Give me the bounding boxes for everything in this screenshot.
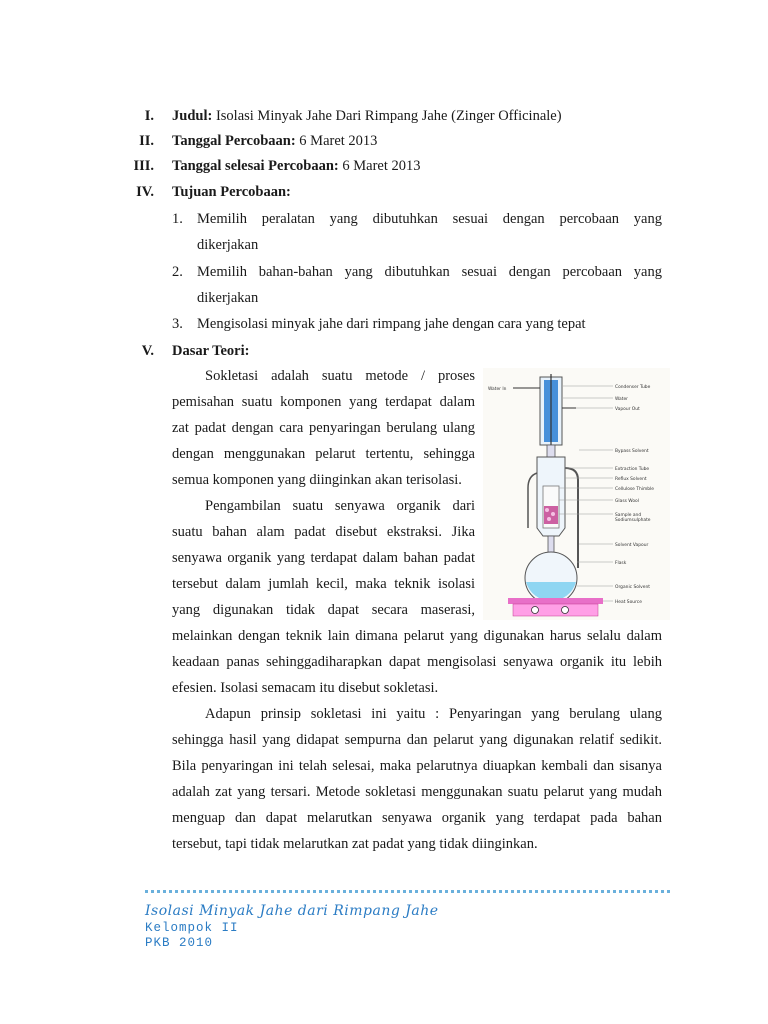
text-line: keadaan panas sehinggadiharapkan dapat mengisolasi senyawa organik itu lebih (172, 654, 662, 670)
svg-text:Organic Solvent: Organic Solvent (615, 585, 650, 590)
footer-program: PKB 2010 (145, 936, 214, 950)
footer-divider (145, 890, 670, 893)
section-2 (139, 132, 378, 150)
section-number: IV. (136, 184, 154, 200)
section-4 (136, 183, 291, 201)
section-label: Tanggal Percobaan: (172, 133, 296, 149)
text-line: dengan menggunakan pelarut tertentu, sehingga (172, 446, 475, 462)
theory-paragraph-3 (172, 701, 662, 857)
soxhlet-apparatus-figure (483, 368, 670, 620)
section-label: Dasar Teori: (172, 343, 250, 359)
theory-paragraph-wide (172, 623, 662, 701)
text-line: Pengambilan suatu senyawa organik dari (205, 498, 475, 514)
footer-group: Kelompok II (145, 921, 239, 935)
soxhlet-diagram (483, 368, 670, 620)
section-5 (141, 342, 250, 360)
text-line: menguap dan dapat melarutkan senyawa organik yang terdapat pada bahan (172, 810, 662, 826)
section-value: 6 Maret 2013 (338, 158, 421, 174)
text-line: pemisahan suatu komponen yang terdapat dalam (172, 394, 475, 410)
svg-text:Vapour Out: Vapour Out (615, 407, 640, 412)
objective-text-cont: dikerjakan (197, 290, 259, 306)
svg-text:Heat Source: Heat Source (615, 600, 642, 605)
section-1 (144, 107, 562, 125)
section-value: Isolasi Minyak Jahe Dari Rimpang Jahe (Zinger Officinale) (212, 108, 562, 124)
section-label: Tujuan Percobaan: (172, 184, 291, 200)
footer-title: Isolasi Minyak Jahe dari Rimpang Jahe (145, 903, 439, 919)
section-number: V. (141, 343, 154, 359)
section-number: III. (133, 158, 154, 174)
svg-text:Sample and: Sample and (615, 513, 642, 518)
text-line: efesien. Isolasi semacam itu disebut sokletasi. (172, 680, 439, 696)
objective-text: Memilih bahan-bahan yang dibutuhkan sesuai dengan percobaan yang (197, 264, 662, 280)
svg-text:Condenser Tube: Condenser Tube (615, 385, 651, 390)
section-number: II. (139, 133, 154, 149)
svg-text:Glass Wool: Glass Wool (615, 499, 639, 504)
svg-text:Water: Water (615, 397, 628, 402)
text-line: sehingga hasil yang didapat sempurna dan pelarut yang digunakan relatif sedikit. (172, 732, 662, 748)
text-line: adalah zat yang tersari. Metode sokletasi menggunakan suatu pelarut yang mudah (172, 784, 662, 800)
svg-text:Bypass Solvent: Bypass Solvent (615, 449, 649, 454)
section-value: 6 Maret 2013 (295, 133, 378, 149)
text-line: yang digunakan tidak dapat secara maserasi, (172, 602, 475, 618)
objective-number: 3. (172, 316, 183, 332)
text-line: tersebut dalam jumlah kecil, maka teknik isolasi (172, 576, 475, 592)
text-line: Bila penyaringan ini telah selesai, maka pelarutnya diuapkan kembali dan sisanya (172, 758, 662, 774)
text-line: zat padat dengan cara penyaringan berulang ulang (172, 420, 475, 436)
section-number: I. (144, 108, 154, 124)
text-line: Sokletasi adalah suatu metode / proses (205, 368, 475, 384)
text-line: senyawa organik yang terdapat dalam bahan padat (172, 550, 475, 566)
objective-text: Memilih peralatan yang dibutuhkan sesuai dengan percobaan yang (197, 211, 662, 227)
svg-text:Solvent Vapour: Solvent Vapour (615, 543, 649, 548)
section-label: Tanggal selesai Percobaan: (172, 158, 339, 174)
svg-text:Extraction Tube: Extraction Tube (615, 467, 650, 472)
objective-text: Mengisolasi minyak jahe dari rimpang jahe dengan cara yang tepat (197, 316, 586, 332)
section-3 (133, 157, 421, 175)
text-line: Adapun prinsip sokletasi ini yaitu : Penyaringan yang berulang ulang (205, 706, 662, 722)
svg-text:Cellulose Thimble: Cellulose Thimble (615, 487, 654, 492)
label-water-in: Water In (488, 387, 507, 392)
text-line: suatu bahan alam padat disebut ekstraksi. Jika (172, 524, 475, 540)
text-line: tersebut, tapi tidak melarutkan zat padat yang tidak diinginkan. (172, 836, 538, 852)
objective-text-cont: dikerjakan (197, 237, 259, 253)
text-line: melainkan dengan teknik lain dimana pelarut yang digunakan harus selalu dalam (172, 628, 662, 644)
svg-text:Reflux Solvent: Reflux Solvent (615, 477, 647, 482)
objective-number: 1. (172, 211, 183, 227)
section-label: Judul: (172, 108, 213, 124)
text-line: semua komponen yang diinginkan akan terisolasi. (172, 472, 462, 488)
objective-number: 2. (172, 264, 183, 280)
svg-text:Sodiumsulphate: Sodiumsulphate (615, 518, 651, 523)
svg-text:Flask: Flask (615, 561, 627, 566)
